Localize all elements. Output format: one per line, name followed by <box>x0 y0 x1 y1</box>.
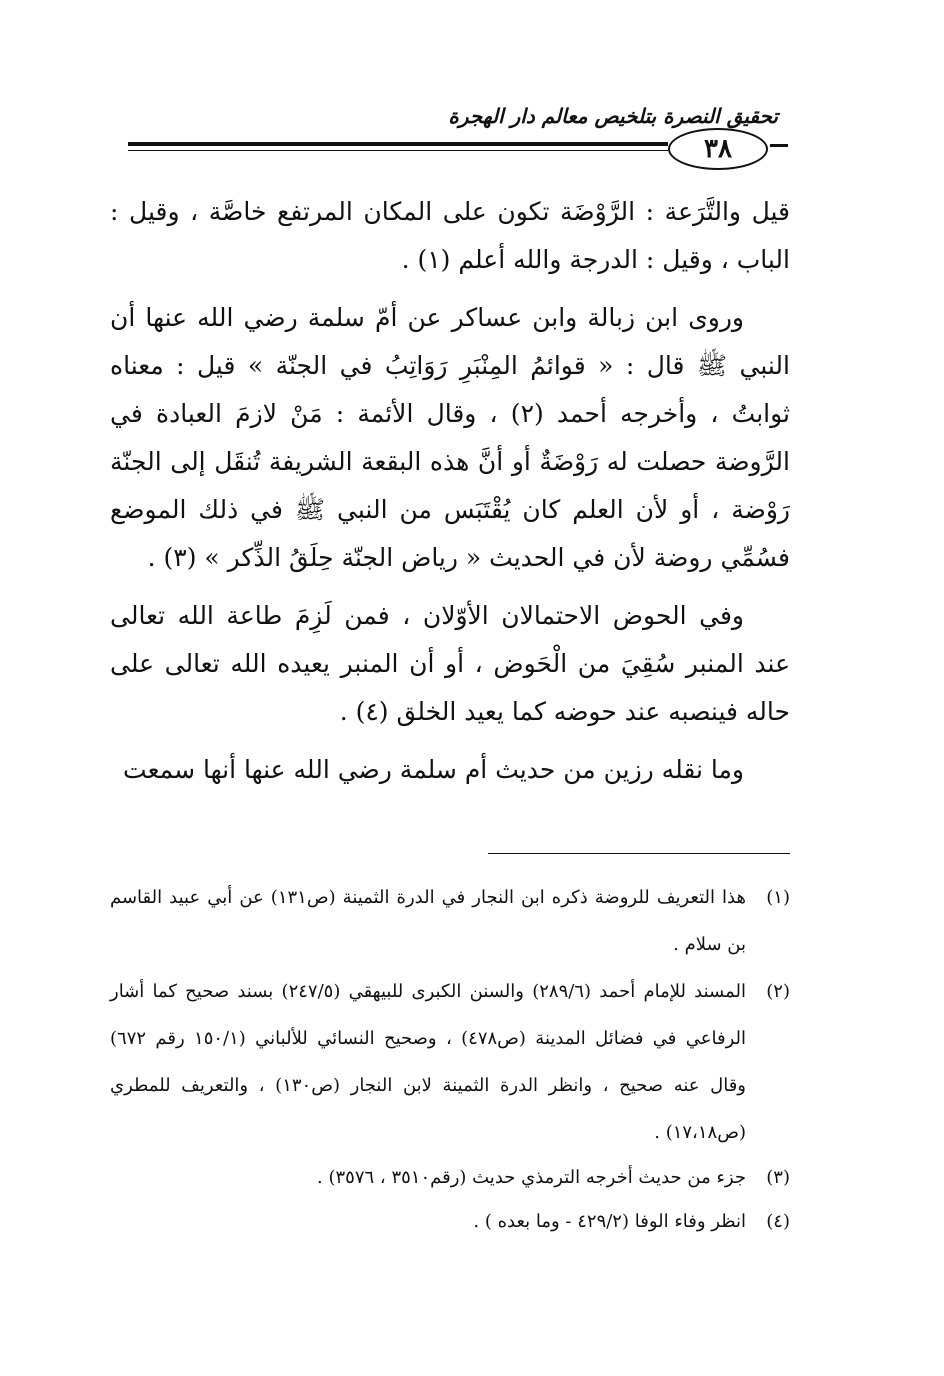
footnotes <box>110 874 790 1244</box>
running-title: تحقيق النصرة بتلخيص معالم دار الهجرة <box>448 104 778 128</box>
footnote-text: انظر وفاء الوفا (٤٢٩/٢ - وما بعده ) . <box>473 1211 746 1232</box>
footnote-text: جزء من حديث أخرجه الترمذي حديث (رقم٣٥١٠ ، ٣٥٧٦) . <box>317 1167 746 1188</box>
header-rule <box>128 142 668 146</box>
page-header <box>128 104 788 164</box>
paragraph: وروى ابن زبالة وابن عساكر عن أمّ سلمة رضي الله عنها أن النبي ﷺ قال : « قوائمُ المِنْبَرِ رَوَاتِبُ في الجنّة » قيل : معناه ثوابتُ ، وأخرجه أحمد (٢) ، وقال الأئمة : مَنْ لازمَ العبادة في الرَّوضة حصلت له رَوْضَةٌ أو أنَّ هذه البقعة الشريفة تُنقَل إلى الجنّة رَوْضة ، أو لأن العلم كان يُقْتَبَس من النبي ﷺ في ذلك الموضع فسُمِّي روضة لأن في الحديث « رياض الجنّة حِلَقُ الذِّكر » (٣) . <box>110 303 790 572</box>
paragraph: وفي الحوض الاحتمالان الأوّلان ، فمن لَزِمَ طاعة الله تعالى عند المنبر سُقِيَ من الْحَوض ، أو أن المنبر يعيده الله تعالى على حاله فينصبه عند حوضه كما يعيد الخلق (٤) . <box>110 601 790 726</box>
footnote-number: (٢) <box>766 981 790 1002</box>
footnote-number: (٣) <box>766 1167 790 1188</box>
paragraph: وما نقله رزين من حديث أم سلمة رضي الله عنها أنها سمعت <box>123 755 744 784</box>
page-number: ٣٨ <box>668 128 768 170</box>
footnote <box>110 968 790 1156</box>
footnote-text: المسند للإمام أحمد (٢٨٩/٦) والسنن الكبرى للبيهقي (٢٤٧/٥) بسند صحيح كما أشار الرفاعي في فضائل المدينة (ص٤٧٨) ، وصحيح النسائي للألباني (١٥٠/١ رقم ٦٧٢) وقال عنه صحيح ، وانظر الدرة الثمينة لابن النجار (ص١٣٠) ، والتعريف للمطري (ص١٧،١٨) . <box>110 981 747 1143</box>
footnote <box>110 1156 790 1200</box>
footnote-text: هذا التعريف للروضة ذكره ابن النجار في الدرة الثمينة (ص١٣١) عن أبي عبيد القاسم بن سلام . <box>110 887 746 955</box>
header-rule-thin <box>128 150 668 151</box>
header-rule-tail <box>770 144 788 147</box>
footnote <box>110 874 790 968</box>
paragraph: قيل والتَّرَعة : الرَّوْضَة تكون على المكان المرتفع خاصَّة ، وقيل : الباب ، وقيل : الدرجة والله أعلم (١) . <box>110 197 790 274</box>
footnote-number: (١) <box>766 887 790 908</box>
footnote <box>110 1200 790 1244</box>
main-text <box>110 188 790 804</box>
footnote-number: (٤) <box>766 1211 790 1232</box>
footnote-separator <box>488 853 790 854</box>
